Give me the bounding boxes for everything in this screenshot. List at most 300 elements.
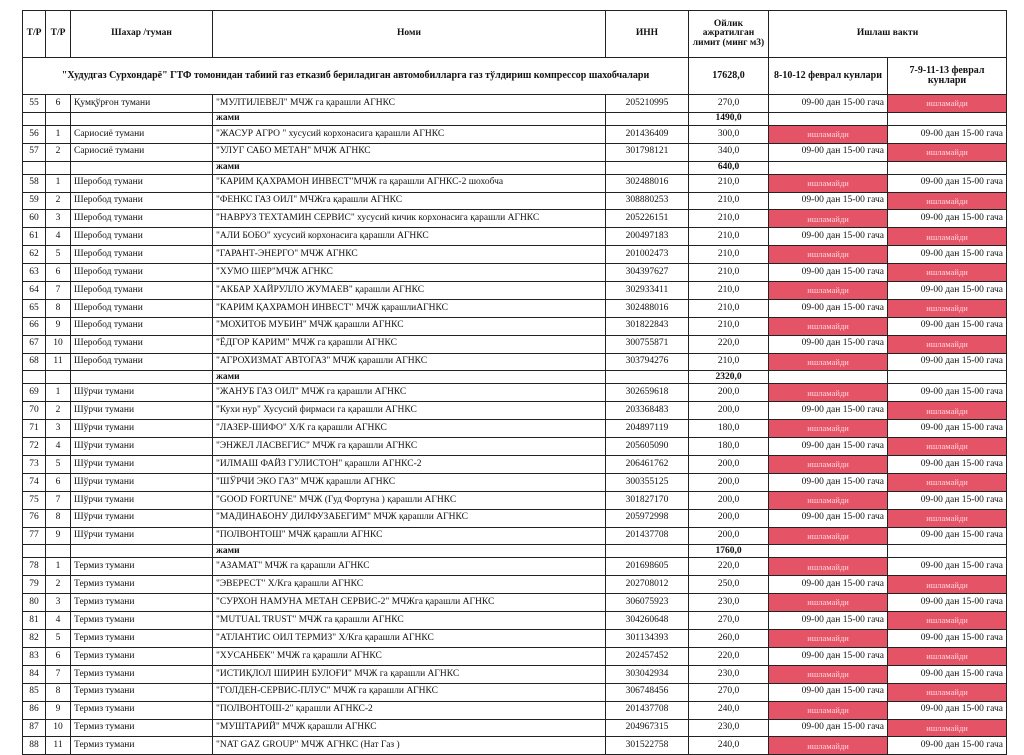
- row-index: 3: [46, 594, 71, 612]
- row-schedule-feb-7-9-11-13: ишламайди: [888, 438, 1007, 456]
- row-district: Термиз тумани: [71, 647, 213, 665]
- table-row: [23, 456, 1007, 474]
- empty-cell: [46, 371, 71, 384]
- row-schedule-feb-7-9-11-13: 09-00 дан 15-00 гача: [888, 210, 1007, 228]
- row-schedule-feb-8-10-12: ишламайди: [769, 353, 888, 371]
- row-number: 86: [23, 701, 46, 719]
- row-number: 88: [23, 737, 46, 755]
- empty-cell: [769, 112, 888, 125]
- row-schedule-feb-7-9-11-13: 09-00 дан 15-00 гача: [888, 246, 1007, 264]
- row-schedule-feb-8-10-12: ишламайди: [769, 317, 888, 335]
- row-limit: 200,0: [689, 491, 769, 509]
- row-number: 59: [23, 192, 46, 210]
- row-station-name: "ЖАСУР АГРО " хусусий корхонасига қарашли АГНКС: [213, 125, 606, 143]
- row-station-name: "СУРХОН НАМУНА МЕТАН СЕРВИС-2" МЧЖга қарашли АГНКС: [213, 594, 606, 612]
- row-limit: 300,0: [689, 125, 769, 143]
- row-schedule-feb-7-9-11-13: 09-00 дан 15-00 гача: [888, 527, 1007, 545]
- empty-cell: [769, 371, 888, 384]
- row-number: 80: [23, 594, 46, 612]
- row-number: 84: [23, 665, 46, 683]
- table-row: [23, 558, 1007, 576]
- empty-cell: [23, 545, 46, 558]
- row-number: 61: [23, 228, 46, 246]
- row-inn: 302488016: [606, 299, 689, 317]
- empty-cell: [888, 371, 1007, 384]
- row-station-name: "АЗАМАТ" МЧЖ га қарашли АГНКС: [213, 558, 606, 576]
- row-schedule-feb-7-9-11-13: 09-00 дан 15-00 гача: [888, 282, 1007, 300]
- row-limit: 200,0: [689, 456, 769, 474]
- table-row: [23, 420, 1007, 438]
- row-inn: 301822843: [606, 317, 689, 335]
- empty-cell: [606, 371, 689, 384]
- row-index: 4: [46, 438, 71, 456]
- row-limit: 220,0: [689, 558, 769, 576]
- row-number: 57: [23, 143, 46, 161]
- row-district: Шўрчи тумани: [71, 402, 213, 420]
- subtotal-label: жами: [213, 161, 606, 174]
- table-row: [23, 282, 1007, 300]
- row-station-name: "ЭВЕРЕСТ" Х/Кга қарашли АГНКС: [213, 576, 606, 594]
- row-district: Термиз тумани: [71, 630, 213, 648]
- row-limit: 260,0: [689, 630, 769, 648]
- row-index: 1: [46, 125, 71, 143]
- row-district: Шеробод тумани: [71, 282, 213, 300]
- table-row: [23, 264, 1007, 282]
- subtotal-label: жами: [213, 112, 606, 125]
- row-station-name: "ПОЛВОНТОШ-2" қарашли АГНКС-2: [213, 701, 606, 719]
- row-station-name: "МУЛТИЛЕВЕЛ" МЧЖ га қарашли АГНКС: [213, 95, 606, 113]
- row-index: 2: [46, 192, 71, 210]
- row-district: Термиз тумани: [71, 683, 213, 701]
- row-station-name: "NAT GAZ GROUP" МЧЖ АГНКС (Нат Газ ): [213, 737, 606, 755]
- row-index: 2: [46, 143, 71, 161]
- table-row: [23, 701, 1007, 719]
- row-inn: 201436409: [606, 125, 689, 143]
- empty-cell: [888, 545, 1007, 558]
- row-index: 9: [46, 527, 71, 545]
- section-total: 17628,0: [689, 58, 769, 95]
- row-district: Шўрчи тумани: [71, 384, 213, 402]
- row-schedule-feb-7-9-11-13: 09-00 дан 15-00 гача: [888, 125, 1007, 143]
- row-district: Термиз тумани: [71, 719, 213, 737]
- empty-cell: [46, 161, 71, 174]
- row-limit: 270,0: [689, 612, 769, 630]
- row-limit: 270,0: [689, 95, 769, 113]
- row-station-name: "ФЕНКС ГАЗ ОИЛ" МЧЖга қарашли АГНКС: [213, 192, 606, 210]
- row-inn: 306748456: [606, 683, 689, 701]
- row-number: 87: [23, 719, 46, 737]
- row-number: 70: [23, 402, 46, 420]
- row-limit: 240,0: [689, 737, 769, 755]
- subtotal-row: [23, 112, 1007, 125]
- table-row: [23, 384, 1007, 402]
- row-number: 77: [23, 527, 46, 545]
- subtotal-row: [23, 161, 1007, 174]
- header-schedule: Ишлаш вакти: [769, 11, 1007, 58]
- row-schedule-feb-8-10-12: 09-00 дан 15-00 гача: [769, 612, 888, 630]
- table-row: [23, 143, 1007, 161]
- empty-cell: [71, 161, 213, 174]
- row-inn: 302659618: [606, 384, 689, 402]
- row-schedule-feb-8-10-12: ишламайди: [769, 456, 888, 474]
- row-number: 63: [23, 264, 46, 282]
- row-index: 4: [46, 612, 71, 630]
- table-row: [23, 174, 1007, 192]
- subtotal-value: 2320,0: [689, 371, 769, 384]
- row-inn: 203368483: [606, 402, 689, 420]
- row-limit: 200,0: [689, 402, 769, 420]
- row-station-name: "ГАРАНТ-ЭНЕРГО" МЧЖ АГНКС: [213, 246, 606, 264]
- row-schedule-feb-7-9-11-13: 09-00 дан 15-00 гача: [888, 317, 1007, 335]
- table-row: [23, 438, 1007, 456]
- empty-cell: [71, 112, 213, 125]
- row-limit: 220,0: [689, 647, 769, 665]
- row-schedule-feb-7-9-11-13: ишламайди: [888, 192, 1007, 210]
- table-row: [23, 246, 1007, 264]
- row-limit: 210,0: [689, 192, 769, 210]
- row-inn: 302933411: [606, 282, 689, 300]
- row-schedule-feb-7-9-11-13: 09-00 дан 15-00 гача: [888, 558, 1007, 576]
- row-station-name: "Кухи нур" Хусусий фирмаси га қарашли АГНКС: [213, 402, 606, 420]
- document-sheet: [22, 10, 1006, 755]
- row-index: 3: [46, 420, 71, 438]
- row-schedule-feb-7-9-11-13: ишламайди: [888, 509, 1007, 527]
- row-station-name: "ХУСАНБЕК" МЧЖ га қарашли АГНКС: [213, 647, 606, 665]
- row-schedule-feb-8-10-12: 09-00 дан 15-00 гача: [769, 719, 888, 737]
- row-schedule-feb-8-10-12: ишламайди: [769, 558, 888, 576]
- row-limit: 180,0: [689, 420, 769, 438]
- row-index: 11: [46, 737, 71, 755]
- row-schedule-feb-8-10-12: 09-00 дан 15-00 гача: [769, 299, 888, 317]
- row-inn: 303794276: [606, 353, 689, 371]
- row-limit: 200,0: [689, 384, 769, 402]
- row-number: 55: [23, 95, 46, 113]
- table-row: [23, 527, 1007, 545]
- row-district: Шеробод тумани: [71, 174, 213, 192]
- row-limit: 230,0: [689, 719, 769, 737]
- row-limit: 200,0: [689, 509, 769, 527]
- header-city: Шахар /туман: [71, 11, 213, 58]
- row-inn: 300755871: [606, 335, 689, 353]
- row-district: Шеробод тумани: [71, 192, 213, 210]
- table-row: [23, 683, 1007, 701]
- row-number: 79: [23, 576, 46, 594]
- row-limit: 210,0: [689, 228, 769, 246]
- row-limit: 210,0: [689, 299, 769, 317]
- row-schedule-feb-7-9-11-13: ишламайди: [888, 612, 1007, 630]
- row-limit: 220,0: [689, 335, 769, 353]
- row-schedule-feb-8-10-12: 09-00 дан 15-00 гача: [769, 95, 888, 113]
- row-inn: 301522758: [606, 737, 689, 755]
- row-number: 81: [23, 612, 46, 630]
- subtotal-label: жами: [213, 545, 606, 558]
- row-schedule-feb-8-10-12: 09-00 дан 15-00 гача: [769, 683, 888, 701]
- row-schedule-feb-7-9-11-13: 09-00 дан 15-00 гача: [888, 384, 1007, 402]
- row-inn: 301798121: [606, 143, 689, 161]
- row-district: Шўрчи тумани: [71, 438, 213, 456]
- row-number: 83: [23, 647, 46, 665]
- header-limit: Ойлик ажратилган лимит (минг м3): [689, 11, 769, 58]
- row-district: Термиз тумани: [71, 737, 213, 755]
- row-schedule-feb-8-10-12: 09-00 дан 15-00 гача: [769, 438, 888, 456]
- table-row: [23, 125, 1007, 143]
- row-station-name: "ИЛМАШ ФАЙЗ ГУЛИСТОН" қарашли АГНКС-2: [213, 456, 606, 474]
- row-schedule-feb-7-9-11-13: ишламайди: [888, 473, 1007, 491]
- empty-cell: [888, 161, 1007, 174]
- row-district: Шўрчи тумани: [71, 509, 213, 527]
- table-row: [23, 647, 1007, 665]
- header-inn: ИНН: [606, 11, 689, 58]
- row-index: 3: [46, 210, 71, 228]
- subtotal-value: 1760,0: [689, 545, 769, 558]
- row-station-name: "ГОЛДЕН-СЕРВИС-ПЛУС" МЧЖ га қарашли АГНКС: [213, 683, 606, 701]
- row-station-name: "ПОЛВОНТОШ" МЧЖ қарашли АГНКС: [213, 527, 606, 545]
- row-limit: 200,0: [689, 473, 769, 491]
- row-schedule-feb-8-10-12: 09-00 дан 15-00 гача: [769, 576, 888, 594]
- row-inn: 205210995: [606, 95, 689, 113]
- stations-table: [22, 10, 1007, 755]
- table-row: [23, 491, 1007, 509]
- row-inn: 202708012: [606, 576, 689, 594]
- row-schedule-feb-7-9-11-13: 09-00 дан 15-00 гача: [888, 665, 1007, 683]
- row-limit: 210,0: [689, 317, 769, 335]
- row-station-name: "MUTUAL TRUST" МЧЖ га қарашли АГНКС: [213, 612, 606, 630]
- row-station-name: "АТЛАНТИС ОИЛ ТЕРМИЗ" Х/Кга қарашли АГНКС: [213, 630, 606, 648]
- section-row: [23, 58, 1007, 95]
- row-limit: 270,0: [689, 683, 769, 701]
- row-district: Сариосиё тумани: [71, 125, 213, 143]
- row-schedule-feb-7-9-11-13: ишламайди: [888, 335, 1007, 353]
- subtotal-label: жами: [213, 371, 606, 384]
- row-schedule-feb-7-9-11-13: ишламайди: [888, 683, 1007, 701]
- row-schedule-feb-8-10-12: ишламайди: [769, 174, 888, 192]
- row-district: Шеробод тумани: [71, 246, 213, 264]
- row-schedule-feb-7-9-11-13: ишламайди: [888, 264, 1007, 282]
- empty-cell: [23, 371, 46, 384]
- table-row: [23, 192, 1007, 210]
- row-schedule-feb-7-9-11-13: 09-00 дан 15-00 гача: [888, 594, 1007, 612]
- row-inn: 308880253: [606, 192, 689, 210]
- row-number: 65: [23, 299, 46, 317]
- row-schedule-feb-7-9-11-13: 09-00 дан 15-00 гача: [888, 456, 1007, 474]
- row-station-name: "ЛАЗЕР-ШИФО" Х/К га қарашли АГНКС: [213, 420, 606, 438]
- row-district: Қумқўрғон тумани: [71, 95, 213, 113]
- row-inn: 201002473: [606, 246, 689, 264]
- row-district: Термиз тумани: [71, 701, 213, 719]
- row-district: Сариосиё тумани: [71, 143, 213, 161]
- subtotal-value: 640,0: [689, 161, 769, 174]
- row-limit: 210,0: [689, 264, 769, 282]
- row-number: 56: [23, 125, 46, 143]
- table-row: [23, 594, 1007, 612]
- row-inn: 300355125: [606, 473, 689, 491]
- row-schedule-feb-7-9-11-13: 09-00 дан 15-00 гача: [888, 701, 1007, 719]
- row-schedule-feb-8-10-12: 09-00 дан 15-00 гача: [769, 335, 888, 353]
- row-district: Шеробод тумани: [71, 317, 213, 335]
- row-station-name: "ШЎРЧИ ЭКО ГАЗ" МЧЖ қарашли АГНКС: [213, 473, 606, 491]
- empty-cell: [769, 545, 888, 558]
- empty-cell: [71, 371, 213, 384]
- row-district: Термиз тумани: [71, 612, 213, 630]
- table-row: [23, 210, 1007, 228]
- row-station-name: "ЖАНУБ ГАЗ ОИЛ" МЧЖ га қарашли АГНКС: [213, 384, 606, 402]
- row-schedule-feb-7-9-11-13: ишламайди: [888, 402, 1007, 420]
- row-number: 60: [23, 210, 46, 228]
- row-schedule-feb-8-10-12: 09-00 дан 15-00 гача: [769, 509, 888, 527]
- table-row: [23, 719, 1007, 737]
- table-row: [23, 576, 1007, 594]
- row-limit: 210,0: [689, 210, 769, 228]
- row-number: 62: [23, 246, 46, 264]
- row-schedule-feb-8-10-12: 09-00 дан 15-00 гача: [769, 402, 888, 420]
- row-schedule-feb-7-9-11-13: ишламайди: [888, 647, 1007, 665]
- row-station-name: "МАДИНАБОНУ ДИЛФУЗАБЕГИМ" МЧЖ қарашли АГНКС: [213, 509, 606, 527]
- subtotal-row: [23, 371, 1007, 384]
- row-station-name: "МУШТАРИЙ" МЧЖ қарашли АГНКС: [213, 719, 606, 737]
- row-index: 9: [46, 317, 71, 335]
- row-schedule-feb-8-10-12: 09-00 дан 15-00 гача: [769, 228, 888, 246]
- row-inn: 202457452: [606, 647, 689, 665]
- row-district: Шўрчи тумани: [71, 420, 213, 438]
- empty-cell: [769, 161, 888, 174]
- row-number: 73: [23, 456, 46, 474]
- table-row: [23, 95, 1007, 113]
- row-limit: 230,0: [689, 594, 769, 612]
- empty-cell: [606, 112, 689, 125]
- row-schedule-feb-7-9-11-13: 09-00 дан 15-00 гача: [888, 737, 1007, 755]
- row-schedule-feb-7-9-11-13: ишламайди: [888, 95, 1007, 113]
- row-number: 85: [23, 683, 46, 701]
- row-station-name: "КАРИМ ҚАХРАМОН ИНВЕСТ"МЧЖ га қарашли АГНКС-2 шохобча: [213, 174, 606, 192]
- row-inn: 201437708: [606, 701, 689, 719]
- row-schedule-feb-7-9-11-13: ишламайди: [888, 143, 1007, 161]
- empty-cell: [23, 161, 46, 174]
- row-limit: 210,0: [689, 282, 769, 300]
- row-schedule-feb-7-9-11-13: ишламайди: [888, 299, 1007, 317]
- row-number: 75: [23, 491, 46, 509]
- row-station-name: "ЭНЖЕЛ ЛАСВЕГИС" МЧЖ га қарашли АГНКС: [213, 438, 606, 456]
- subtotal-value: 1490,0: [689, 112, 769, 125]
- row-station-name: "АЛИ БОБО" хусусий корхонасига қарашли АГНКС: [213, 228, 606, 246]
- row-number: 72: [23, 438, 46, 456]
- row-schedule-feb-8-10-12: 09-00 дан 15-00 гача: [769, 473, 888, 491]
- row-district: Шеробод тумани: [71, 228, 213, 246]
- row-number: 71: [23, 420, 46, 438]
- row-inn: 204897119: [606, 420, 689, 438]
- row-inn: 303042934: [606, 665, 689, 683]
- empty-cell: [46, 112, 71, 125]
- row-schedule-feb-7-9-11-13: 09-00 дан 15-00 гача: [888, 420, 1007, 438]
- row-district: Термиз тумани: [71, 576, 213, 594]
- row-index: 8: [46, 509, 71, 527]
- table-body: [23, 95, 1007, 755]
- row-inn: 205605090: [606, 438, 689, 456]
- row-inn: 205226151: [606, 210, 689, 228]
- row-station-name: "МОХИТОБ МУБИН" МЧЖ қарашли АГНКС: [213, 317, 606, 335]
- row-district: Термиз тумани: [71, 558, 213, 576]
- row-number: 82: [23, 630, 46, 648]
- row-index: 1: [46, 174, 71, 192]
- row-limit: 340,0: [689, 143, 769, 161]
- row-schedule-feb-8-10-12: ишламайди: [769, 491, 888, 509]
- row-district: Термиз тумани: [71, 594, 213, 612]
- row-schedule-feb-8-10-12: ишламайди: [769, 420, 888, 438]
- row-limit: 180,0: [689, 438, 769, 456]
- empty-cell: [46, 545, 71, 558]
- row-schedule-feb-8-10-12: ишламайди: [769, 384, 888, 402]
- row-district: Шеробод тумани: [71, 353, 213, 371]
- row-inn: 302488016: [606, 174, 689, 192]
- row-district: Шеробод тумани: [71, 335, 213, 353]
- row-schedule-feb-7-9-11-13: ишламайди: [888, 228, 1007, 246]
- table-row: [23, 665, 1007, 683]
- row-station-name: "ЁДГОР КАРИМ" МЧЖ га қарашли АГНКС: [213, 335, 606, 353]
- row-district: Шўрчи тумани: [71, 456, 213, 474]
- row-index: 5: [46, 630, 71, 648]
- empty-cell: [71, 545, 213, 558]
- row-index: 1: [46, 558, 71, 576]
- row-limit: 210,0: [689, 174, 769, 192]
- row-index: 5: [46, 456, 71, 474]
- row-schedule-feb-7-9-11-13: 09-00 дан 15-00 гача: [888, 174, 1007, 192]
- row-index: 8: [46, 299, 71, 317]
- row-station-name: "GOOD FORTUNE" МЧЖ (Гуд Фортуна ) қарашли АГНКС: [213, 491, 606, 509]
- table-row: [23, 299, 1007, 317]
- row-schedule-feb-8-10-12: 09-00 дан 15-00 гача: [769, 192, 888, 210]
- row-district: Шўрчи тумани: [71, 527, 213, 545]
- row-schedule-feb-8-10-12: ишламайди: [769, 282, 888, 300]
- row-number: 74: [23, 473, 46, 491]
- row-schedule-feb-8-10-12: ишламайди: [769, 665, 888, 683]
- row-inn: 304260648: [606, 612, 689, 630]
- table-row: [23, 473, 1007, 491]
- row-schedule-feb-8-10-12: ишламайди: [769, 630, 888, 648]
- row-schedule-feb-7-9-11-13: ишламайди: [888, 576, 1007, 594]
- row-schedule-feb-7-9-11-13: 09-00 дан 15-00 гача: [888, 353, 1007, 371]
- row-district: Шеробод тумани: [71, 210, 213, 228]
- row-inn: 306075923: [606, 594, 689, 612]
- row-index: 4: [46, 228, 71, 246]
- table-row: [23, 353, 1007, 371]
- table-row: [23, 402, 1007, 420]
- row-number: 68: [23, 353, 46, 371]
- row-district: Шўрчи тумани: [71, 473, 213, 491]
- table-row: [23, 317, 1007, 335]
- row-inn: 200497183: [606, 228, 689, 246]
- row-index: 7: [46, 665, 71, 683]
- row-district: Шеробод тумани: [71, 264, 213, 282]
- row-limit: 210,0: [689, 246, 769, 264]
- row-number: 67: [23, 335, 46, 353]
- row-schedule-feb-8-10-12: ишламайди: [769, 246, 888, 264]
- row-index: 10: [46, 719, 71, 737]
- row-district: Термиз тумани: [71, 665, 213, 683]
- row-number: 58: [23, 174, 46, 192]
- row-inn: 205972998: [606, 509, 689, 527]
- empty-cell: [606, 161, 689, 174]
- row-index: 1: [46, 384, 71, 402]
- row-index: 9: [46, 701, 71, 719]
- row-schedule-feb-8-10-12: ишламайди: [769, 594, 888, 612]
- row-index: 7: [46, 491, 71, 509]
- row-schedule-feb-8-10-12: ишламайди: [769, 210, 888, 228]
- row-station-name: "НАВРУЗ ТЕХТАМИН СЕРВИС" хусусий кичик корхонасига қарашли АГНКС: [213, 210, 606, 228]
- table-row: [23, 612, 1007, 630]
- row-index: 2: [46, 402, 71, 420]
- row-schedule-feb-8-10-12: ишламайди: [769, 527, 888, 545]
- table-row: [23, 509, 1007, 527]
- row-limit: 240,0: [689, 701, 769, 719]
